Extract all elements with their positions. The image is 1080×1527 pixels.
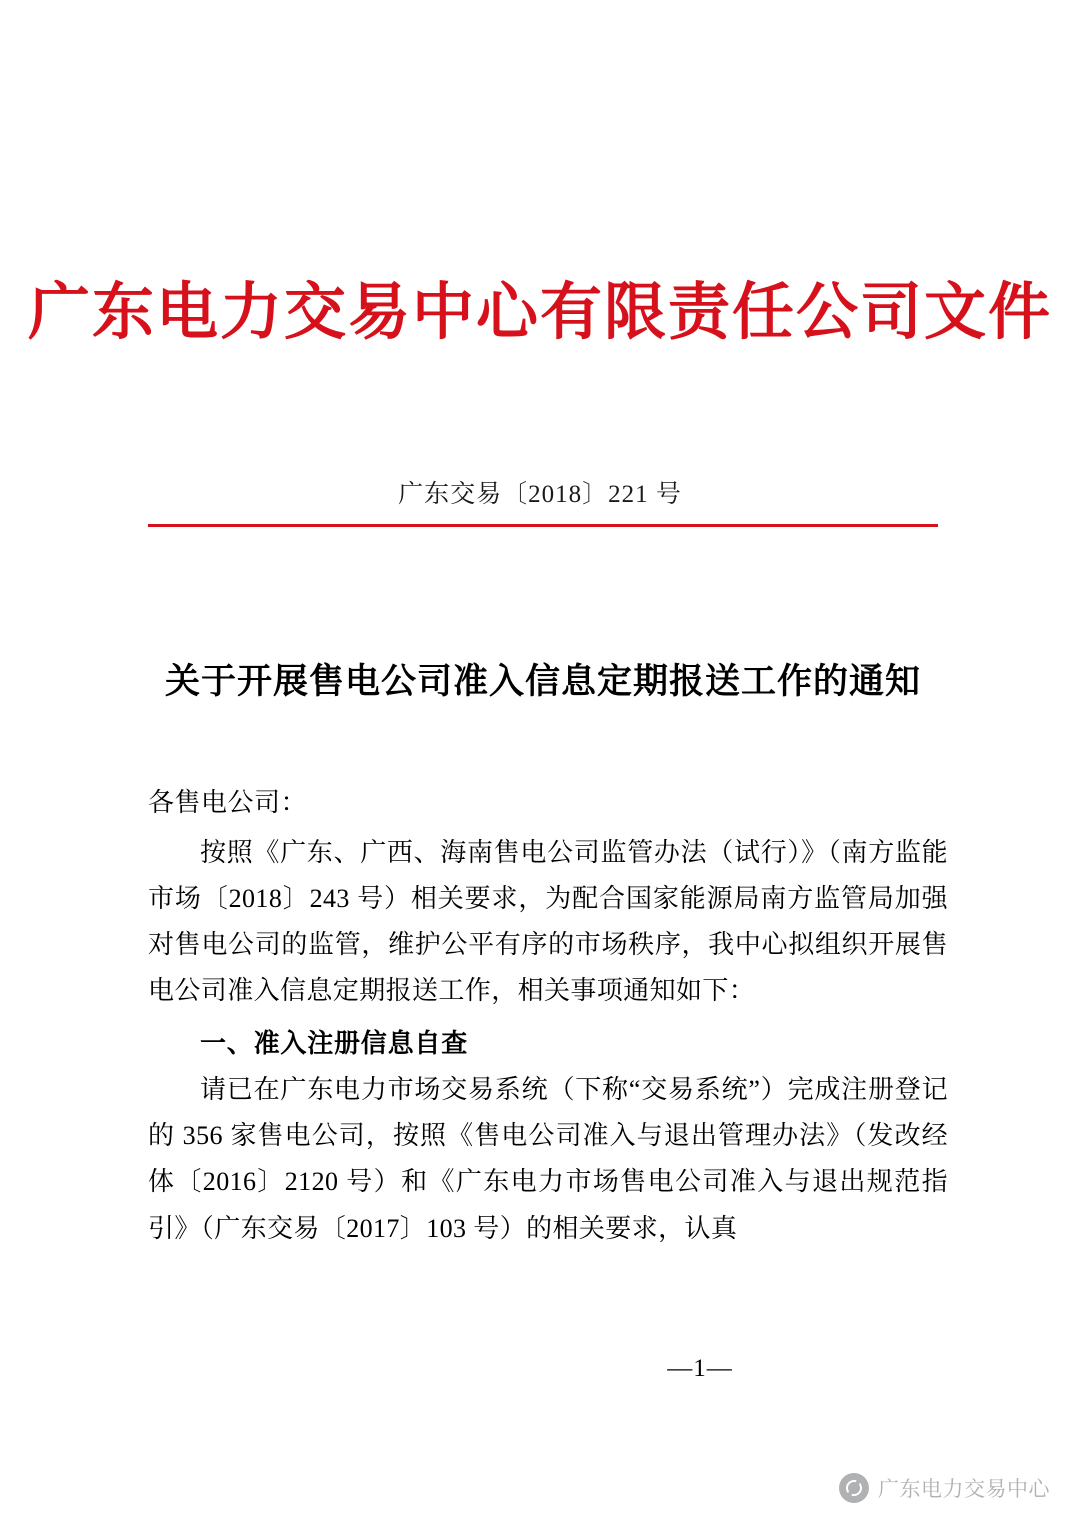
section-heading-1: 一、准入注册信息自查 xyxy=(200,1028,469,1058)
wechat-account-icon xyxy=(839,1473,869,1503)
document-header xyxy=(0,278,1080,349)
page-number-value: —1— xyxy=(667,1355,733,1382)
page-title: 关于开展售电公司准入信息定期报送工作的通知 xyxy=(164,662,921,702)
red-divider-rule xyxy=(148,524,938,527)
document-number: 广东交易〔2018〕221 号 xyxy=(398,481,682,508)
page-number xyxy=(0,1355,1080,1383)
salutation: 各售电公司： xyxy=(148,788,308,817)
section-paragraph-1: 请已在广东电力市场交易系统（下称“交易系统”）完成注册登记的 356 家售电公司，按照《售电公司准入与退出管理办法》（发改经体〔2016〕2120 号）和《广东电力市场售电公司准入与退出规范指引》（广东交易〔2017〕103 号）的相关要求，认真 xyxy=(148,1074,948,1243)
watermark-badge xyxy=(839,1473,1050,1503)
issuing-organization-title: 广东电力交易中心有限责任公司文件 xyxy=(27,279,1052,347)
body-paragraph-1: 按照《广东、广西、海南售电公司监管办法（试行）》（南方监能市场〔2018〕243 号）相关要求，为配合国家能源局南方监管局加强对售电公司的监管，维护公平有序的市场秩序，我中心拟组织开展售电公司准入信息定期报送工作，相关事项通知如下： xyxy=(148,837,948,1006)
watermark-label: 广东电力交易中心 xyxy=(878,1478,1050,1501)
document-body xyxy=(148,780,948,1252)
